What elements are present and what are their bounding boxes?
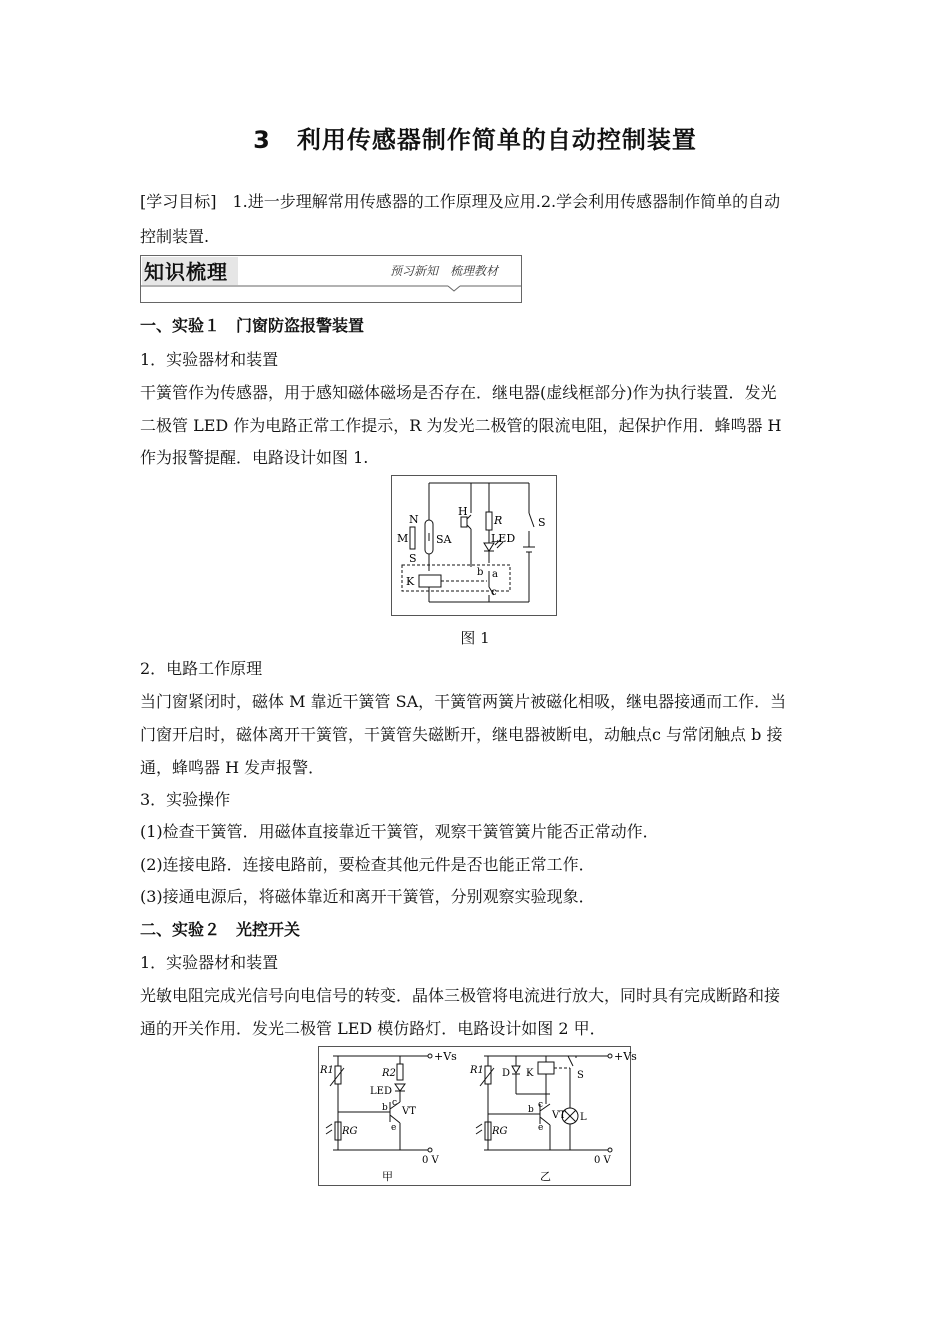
fig2-label-d: D	[502, 1068, 511, 1079]
fig1-label-r: R	[494, 514, 503, 527]
objectives-line-2: 控制装置.	[140, 227, 210, 246]
title-number: 3	[253, 126, 271, 154]
fig2-label-c-yi: c	[538, 1100, 544, 1110]
section-banner	[140, 255, 522, 303]
section1-sub2: 2．电路工作原理	[140, 659, 263, 678]
fig1-label-s-switch: S	[538, 516, 546, 529]
banner-subtitle: 预习新知 梳理教材	[390, 264, 499, 278]
section1-op-3: (3)接通电源后，将磁体靠近和离开干簧管，分别观察实验现象．	[140, 887, 595, 906]
fig2-label-r2: R2	[382, 1068, 396, 1079]
fig2-label-r1-jia: R1	[320, 1065, 334, 1076]
fig2-label-vs-yi: +Vs	[614, 1050, 637, 1063]
fig1-label-a: a	[492, 569, 498, 580]
fig2-label-jia: 甲	[382, 1170, 393, 1183]
section1-p1-line-2: 二极管 LED 作为电路正常工作提示，R 为发光二极管的限流电阻，起保护作用．蜂鸣器 H	[140, 416, 782, 435]
section1-p2-line-1: 当门窗紧闭时，磁体 M 靠近干簧管 SA，干簧管两簧片被磁化相吸，继电器接通而工作．当	[140, 692, 787, 711]
fig2-label-rg-jia: RG	[342, 1126, 358, 1137]
fig1-label-h: H	[458, 505, 468, 518]
objectives-line-1: [学习目标] 1.进一步理解常用传感器的工作原理及应用.2.学会利用传感器制作简单的自动	[140, 192, 781, 211]
title-text: 利用传感器制作简单的自动控制装置	[296, 126, 697, 154]
section1-sub1: 1．实验器材和装置	[140, 350, 279, 369]
fig2-label-0v-yi: 0 V	[594, 1155, 611, 1166]
section1-sub3: 3．实验操作	[140, 790, 231, 809]
figure-2-circuits	[318, 1046, 637, 1190]
fig2-label-c-jia: c	[392, 1098, 398, 1108]
banner-title: 知识梳理	[144, 260, 228, 284]
fig2-label-rg-yi: RG	[492, 1126, 508, 1137]
fig2-label-0v-jia: 0 V	[422, 1155, 439, 1166]
fig2-label-k: K	[526, 1068, 534, 1079]
fig1-label-m: M	[397, 532, 409, 545]
section2-p1-line-2: 通的开关作用．发光二极管 LED 模仿路灯．电路设计如图 2 甲．	[140, 1019, 606, 1038]
fig1-label-c: c	[491, 587, 497, 598]
fig2-label-vs-jia: +Vs	[434, 1050, 457, 1063]
figure-1-circuit	[391, 475, 557, 620]
section2-p1-line-1: 光敏电阻完成光信号向电信号的转变．晶体三极管将电流进行放大，同时具有完成断路和接	[140, 986, 781, 1005]
section1-p1-line-3: 作为报警提醒．电路设计如图 1.	[140, 448, 369, 467]
fig1-label-b: b	[477, 567, 484, 578]
fig2-label-vt-yi: VT	[552, 1110, 566, 1121]
fig2-label-yi: 乙	[540, 1170, 551, 1183]
fig2-label-b-jia: b	[382, 1103, 388, 1113]
section1-p2-line-3: 通，蜂鸣器 H 发声报警．	[140, 758, 325, 777]
fig2-label-vt-jia: VT	[402, 1106, 416, 1117]
section1-p1-line-1: 干簧管作为传感器，用于感知磁体磁场是否存在．继电器(虚线框部分)作为执行装置．发光	[140, 383, 777, 402]
page-title	[0, 120, 950, 155]
fig2-label-r1-yi: R1	[470, 1065, 484, 1076]
section1-p2-line-2: 门窗开启时，磁体离开干簧管，干簧管失磁断开，继电器被断电，动触点c 与常闭触点 b 接	[140, 725, 783, 744]
fig1-label-k: K	[406, 575, 415, 588]
section1-op-1: (1)检查干簧管．用磁体直接靠近干簧管，观察干簧管簧片能否正常动作．	[140, 822, 659, 841]
fig1-label-n: N	[409, 513, 419, 526]
fig1-label-sa: SA	[436, 533, 452, 546]
fig2-label-l: L	[580, 1112, 587, 1123]
fig2-label-e-jia: e	[391, 1123, 397, 1133]
section1-op-2: (2)连接电路．连接电路前，要检查其他元件是否也能正常工作．	[140, 855, 595, 874]
section1-heading: 一、实验１ 门窗防盗报警装置	[140, 316, 365, 335]
section2-heading: 二、实验２ 光控开关	[140, 920, 301, 939]
figure-1-caption: 图 1	[460, 629, 490, 647]
fig1-label-s-magnet: S	[409, 552, 417, 565]
fig2-label-s: S	[577, 1070, 584, 1081]
section2-sub1: 1．实验器材和装置	[140, 953, 279, 972]
fig2-label-e-yi: e	[538, 1123, 544, 1133]
fig1-label-led: LED	[491, 532, 516, 545]
fig2-label-led: LED	[370, 1086, 392, 1097]
fig2-label-b-yi: b	[528, 1105, 534, 1115]
